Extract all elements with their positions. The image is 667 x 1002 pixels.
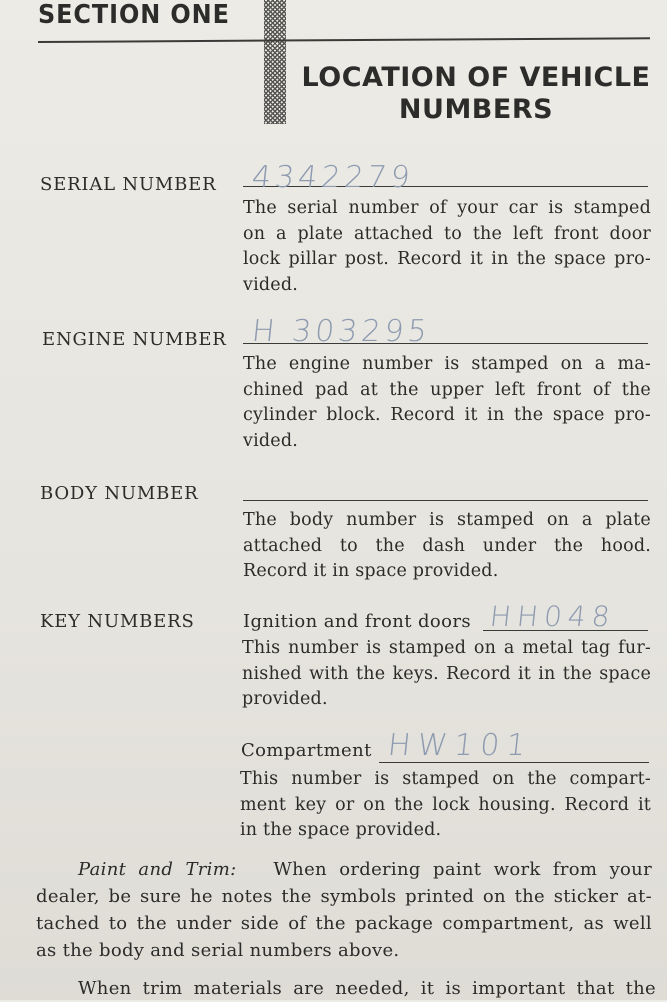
ignition-description <box>242 636 651 713</box>
engine-line-4: vided. <box>243 430 299 451</box>
key-numbers-label: KEY NUMBERS <box>40 611 195 632</box>
body-line-2: attached to the dash under the hood. <box>243 535 651 556</box>
serial-number-label: SERIAL NUMBER <box>40 174 217 195</box>
body-line-3: Record it in space provided. <box>243 561 499 581</box>
body-number-line <box>243 500 648 501</box>
serial-line-1: The serial number of your car is stamped <box>243 198 651 218</box>
serial-number-value: 4342279 <box>250 160 416 195</box>
compartment-line-1: This number is stamped on the compart- <box>240 769 651 789</box>
title-line-2: NUMBERS <box>398 94 554 125</box>
paint-trim-line-1 <box>36 856 652 883</box>
paint-trim-paragraph <box>36 856 652 964</box>
engine-line-2: chined pad at the upper left front of the <box>243 379 651 400</box>
engine-line-1: The engine number is stamped on a ma- <box>243 354 651 374</box>
section-label: SECTION ONE <box>38 0 230 30</box>
body-line-1: The body number is stamped on a plate <box>243 510 651 530</box>
trim-materials-line: When trim materials are needed, it is important that the <box>78 978 656 999</box>
paint-trim-line-2: dealer, be sure he notes the symbols printed on the sticker at- <box>36 886 652 907</box>
serial-line-2: on a plate attached to the left front door <box>243 223 651 244</box>
compartment-line-2: ment key or on the lock housing. Record it <box>240 794 651 815</box>
paint-trim-line-3: tached to the under side of the package compartment, as well <box>36 913 652 934</box>
serial-number-description <box>243 196 651 298</box>
header-rule <box>38 37 650 43</box>
ignition-line-2: nished with the keys. Record it in the space <box>242 663 651 684</box>
ignition-value: HH048 <box>488 600 618 633</box>
compartment-description <box>240 767 651 844</box>
ignition-label: Ignition and front doors <box>243 611 471 632</box>
ignition-line-1: This number is stamped on a metal tag fur- <box>242 638 651 658</box>
page-title <box>296 62 656 126</box>
paint-trim-heading: Paint and Trim: <box>78 859 237 880</box>
serial-line-4: vided. <box>243 274 299 295</box>
hatched-bar <box>264 0 286 124</box>
compartment-label: Compartment <box>241 740 372 761</box>
engine-number-description <box>243 352 651 454</box>
paint-trim-line-4: as the body and serial numbers above. <box>36 940 400 961</box>
body-number-label: BODY NUMBER <box>40 483 199 504</box>
compartment-value: HW101 <box>386 728 535 763</box>
engine-line-3: cylinder block. Record it in the space pro- <box>243 405 651 425</box>
engine-number-label: ENGINE NUMBER <box>42 329 227 350</box>
engine-number-value: H 303295 <box>250 314 433 349</box>
title-line-1: LOCATION OF VEHICLE <box>301 62 651 93</box>
body-number-description <box>243 508 651 585</box>
paint-trim-first-line: When ordering paint work from your <box>273 859 652 880</box>
compartment-line-3: in the space provided. <box>240 820 442 840</box>
ignition-line-3: provided. <box>242 689 328 709</box>
serial-line-3: lock pillar post. Record it in the space pro- <box>243 249 651 269</box>
